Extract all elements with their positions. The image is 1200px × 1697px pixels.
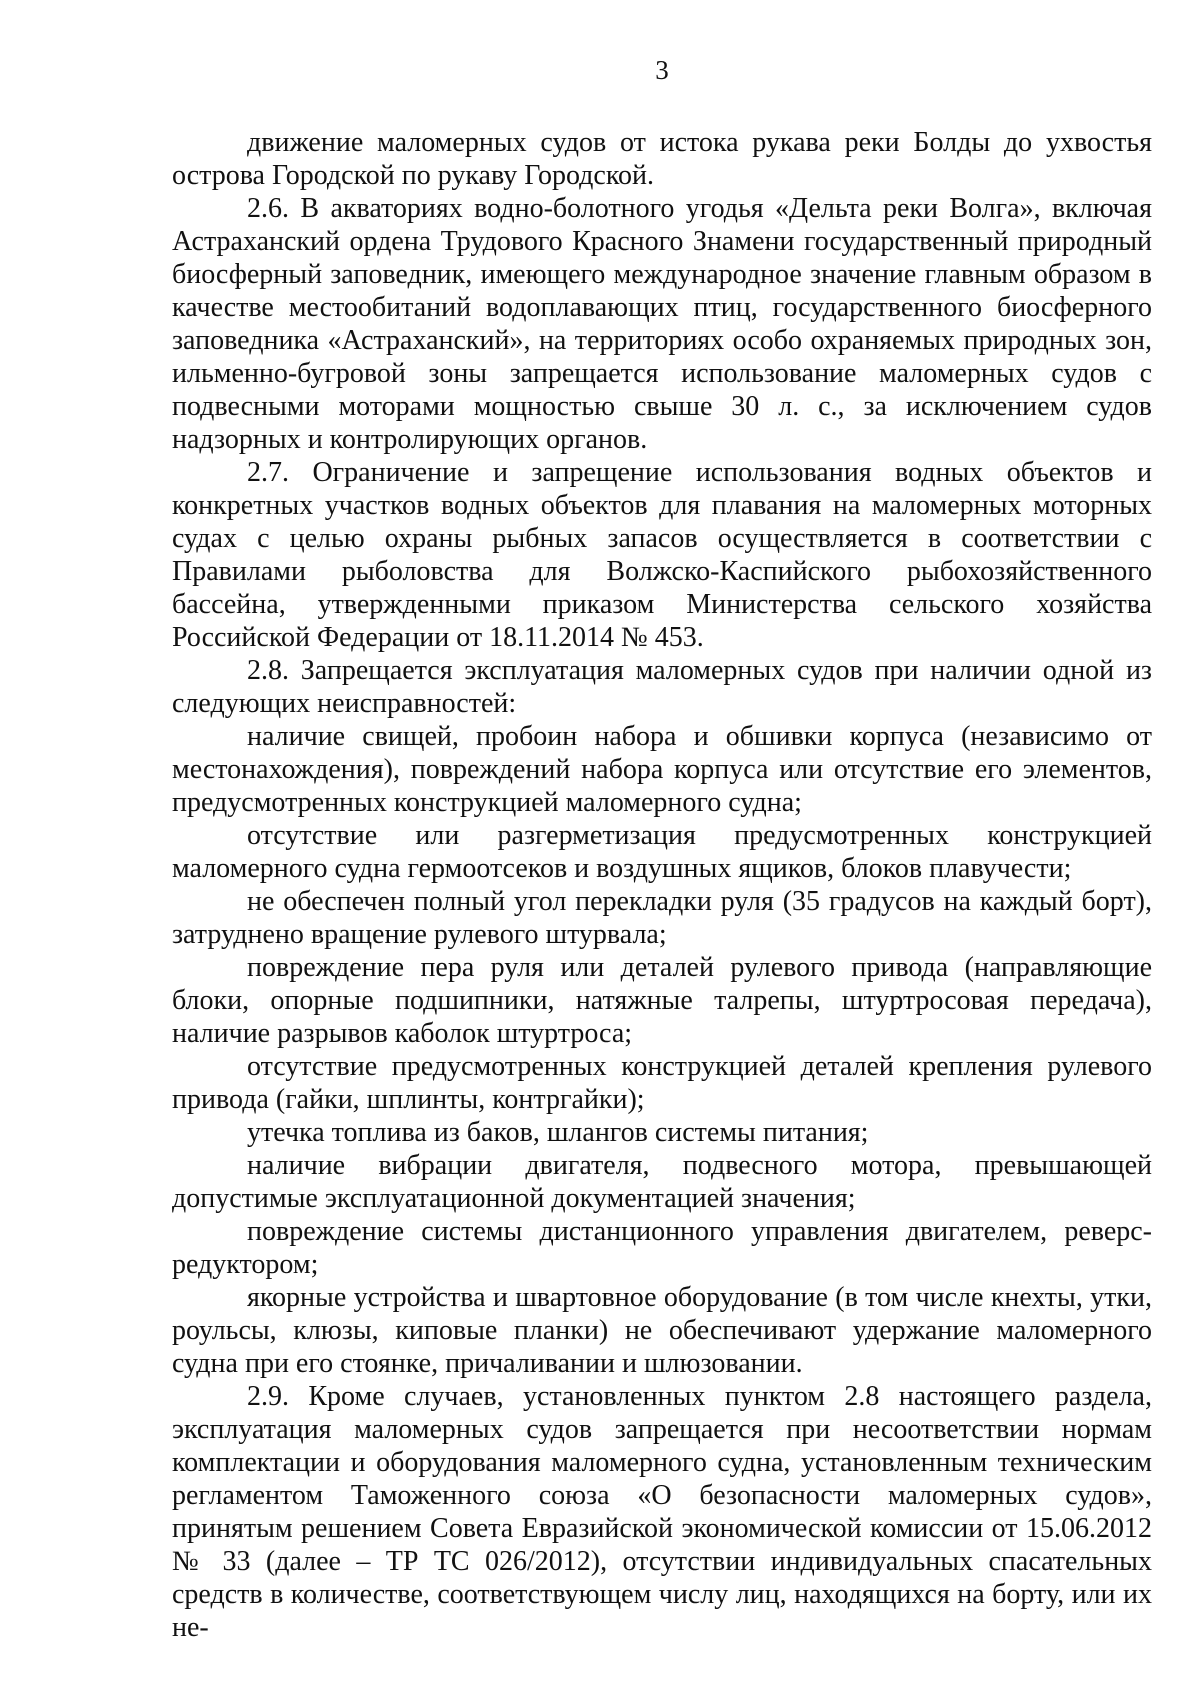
paragraph: 2.8. Запрещается эксплуатация маломерных судов при наличии одной из следующих неисправностей: (172, 655, 1152, 719)
paragraph: наличие вибрации двигателя, подвесного мотора, превышающей допустимые эксплуатационной документацией значения; (172, 1150, 1152, 1214)
paragraph: повреждение системы дистанционного управления двигателем, реверс-редуктором; (172, 1216, 1152, 1280)
paragraph: 2.9. Кроме случаев, установленных пунктом 2.8 настоящего раздела, эксплуатация маломерных судов запрещается при несоответствии нормам комплектации и оборудования маломерного судна, установленным техническим регламентом Таможенного союза «О безопасности маломерных судов», принятым решением Совета Евразийской экономической комиссии от 15.06.2012 № 33 (далее – ТР ТС 026/2012), отсутствии индивидуальных спасательных средств в количестве, соответствующем числу лиц, находящихся на борту, или их не- (172, 1381, 1152, 1643)
paragraph: отсутствие или разгерметизация предусмотренных конструкцией маломерного судна гермоотсеков и воздушных ящиков, блоков плавучести; (172, 820, 1152, 884)
paragraph: не обеспечен полный угол перекладки руля (35 градусов на каждый борт), затруднено вращение рулевого штурвала; (172, 886, 1152, 950)
paragraph: 2.7. Ограничение и запрещение использования водных объектов и конкретных участков водных объектов для плавания на маломерных моторных судах с целью охраны рыбных запасов осуществляется в соответствии с Правилами рыболовства для Волжско-Каспийского рыбохозяйственного бассейна, утвержденными приказом Министерства сельского хозяйства Российской Федерации от 18.11.2014 № 453. (172, 457, 1152, 653)
paragraph: 2.6. В акваториях водно-болотного угодья «Дельта реки Волга», включая Астраханский ордена Трудового Красного Знамени государственный природный биосферный заповедник, имеющего международное значение главным образом в качестве местообитаний водоплавающих птиц, государственного биосферного заповедника «Астраханский», на территориях особо охраняемых природных зон, ильменно-бугровой зоны запрещается использование маломерных судов с подвесными моторами мощностью свыше 30 л. с., за исключением судов надзорных и контролирующих органов. (172, 193, 1152, 455)
continuation-paragraph: движение маломерных судов от истока рукава реки Болды до ухвостья острова Городской по рукаву Городской. (172, 127, 1152, 191)
paragraph: утечка топлива из баков, шлангов системы питания; (247, 1117, 869, 1148)
paragraph: якорные устройства и швартовное оборудование (в том числе кнехты, утки, роульсы, клюзы, киповые планки) не обеспечивают удержание маломерного судна при его стоянке, причаливании и шлюзовании. (172, 1282, 1152, 1379)
page-number: 3 (655, 55, 669, 85)
paragraph: повреждение пера руля или деталей рулевого привода (направляющие блоки, опорные подшипники, натяжные талрепы, штуртросовая передача), наличие разрывов каболок штуртроса; (172, 952, 1152, 1049)
document-page (172, 52, 1152, 1644)
paragraph: наличие свищей, пробоин набора и обшивки корпуса (независимо от местонахождения), повреждений набора корпуса или отсутствие его элементов, предусмотренных конструкцией маломерного судна; (172, 721, 1152, 818)
document-body (172, 126, 1152, 1644)
paragraph: отсутствие предусмотренных конструкцией деталей крепления рулевого привода (гайки, шплинты, контргайки); (172, 1051, 1152, 1115)
